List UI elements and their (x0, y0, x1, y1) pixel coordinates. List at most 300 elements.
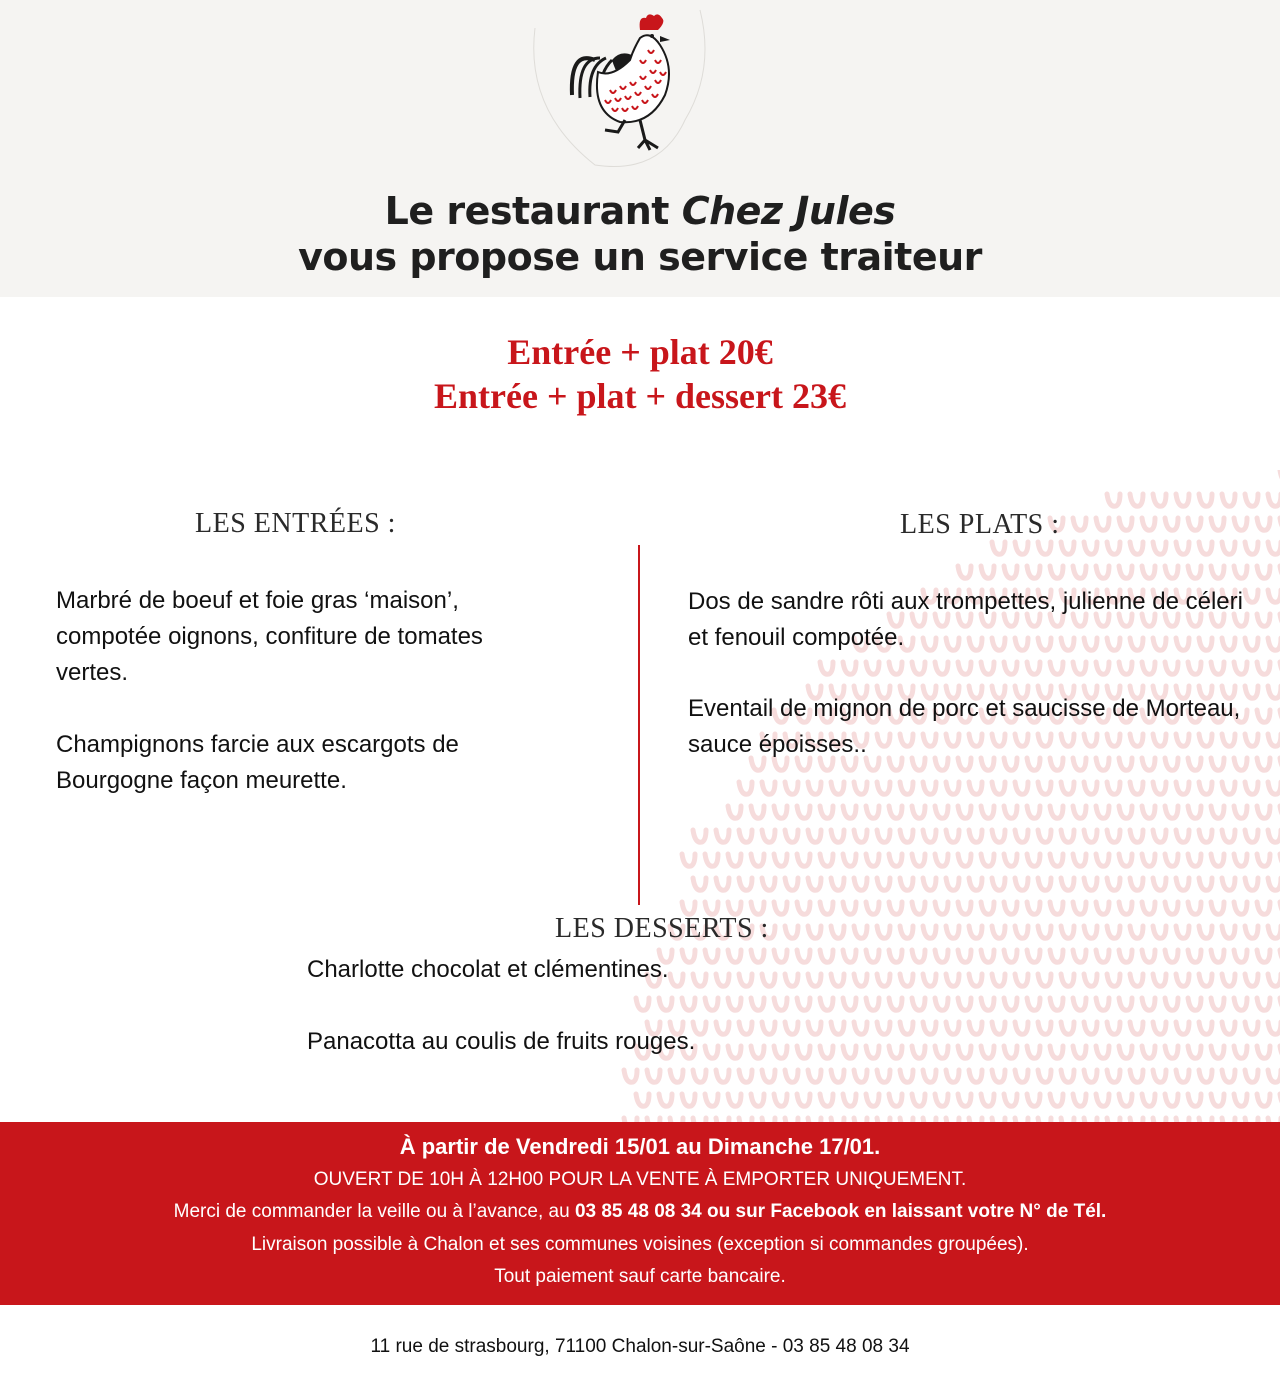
feather-mark (1176, 542, 1189, 554)
feather-mark (1165, 902, 1178, 914)
feather-mark (1268, 638, 1280, 650)
feather-mark (946, 1022, 959, 1034)
feather-mark (1142, 854, 1155, 866)
feather-mark (866, 902, 879, 914)
feather-mark (705, 1094, 718, 1106)
feather-mark (1176, 494, 1189, 506)
feather-mark (843, 902, 856, 914)
feather-mark (1211, 950, 1224, 962)
feather-mark (797, 854, 810, 866)
order-text: Merci de commander la veille ou à l’avance, au (173, 1201, 575, 1222)
feather-mark (877, 1070, 890, 1082)
feather-mark (1245, 1022, 1258, 1034)
feather-mark (1142, 662, 1155, 674)
feather-mark (958, 566, 971, 578)
feather-mark (843, 806, 856, 818)
feather-mark (1165, 1094, 1178, 1106)
feather-mark (1257, 806, 1270, 818)
feather-mark (946, 830, 959, 842)
feather-mark (912, 902, 925, 914)
delivery-info: Livraison possible à Chalon et ses communes voisines (exception si commandes groupées). (251, 1234, 1029, 1255)
feather-mark (1268, 542, 1280, 554)
feather-mark (1038, 926, 1051, 938)
feather-mark (969, 1022, 982, 1034)
feather-mark (1153, 542, 1166, 554)
feather-mark (820, 1094, 833, 1106)
feather-mark (682, 1094, 695, 1106)
feather-mark (739, 782, 752, 794)
feather-mark (1245, 782, 1258, 794)
header-banner (0, 0, 1280, 297)
feather-mark (1073, 518, 1086, 530)
feather-mark (1234, 854, 1247, 866)
feather-mark (785, 926, 798, 938)
feather-mark (1027, 998, 1040, 1010)
feather-mark (1142, 806, 1155, 818)
title-line2: vous propose un service traiteur (298, 235, 982, 279)
feather-mark (877, 926, 890, 938)
feather-mark (820, 902, 833, 914)
feather-mark (820, 998, 833, 1010)
feather-mark (992, 1022, 1005, 1034)
feather-mark (1038, 782, 1051, 794)
feather-mark (1188, 806, 1201, 818)
feather-mark (1027, 902, 1040, 914)
feather-mark (969, 782, 982, 794)
feather-mark (1061, 926, 1074, 938)
feather-mark (682, 854, 695, 866)
feather-mark (762, 878, 775, 890)
feather-mark (900, 926, 913, 938)
feather-mark (1084, 542, 1097, 554)
feather-mark (1222, 1070, 1235, 1082)
feather-mark (1050, 662, 1063, 674)
feather-mark (1188, 998, 1201, 1010)
feather-mark (1268, 590, 1280, 602)
feather-mark (1038, 542, 1051, 554)
feather-mark (935, 1046, 948, 1058)
feather-mark (1199, 878, 1212, 890)
feather-mark (831, 926, 844, 938)
feather-mark (1257, 950, 1270, 962)
feather-mark (889, 806, 902, 818)
feather-mark (1176, 1022, 1189, 1034)
feather-mark (1107, 782, 1120, 794)
feather-mark (1061, 542, 1074, 554)
feather-mark (1211, 566, 1224, 578)
feather-mark (889, 662, 902, 674)
feather-mark (1245, 830, 1258, 842)
feather-mark (1050, 566, 1063, 578)
feather-mark (1119, 662, 1132, 674)
feather-mark (1015, 926, 1028, 938)
feather-mark (1211, 854, 1224, 866)
feather-mark (1188, 902, 1201, 914)
feather-mark (728, 998, 741, 1010)
feather-mark (1142, 566, 1155, 578)
feather-mark (1038, 830, 1051, 842)
feather-mark (1050, 854, 1063, 866)
feather-mark (1153, 926, 1166, 938)
feather-mark (969, 830, 982, 842)
feather-mark (912, 1094, 925, 1106)
feather-mark (1222, 878, 1235, 890)
feather-mark (659, 1094, 672, 1106)
feather-mark (1188, 854, 1201, 866)
feather-mark (1245, 494, 1258, 506)
feather-mark (1107, 830, 1120, 842)
order-instructions (0, 1199, 1280, 1225)
feather-mark (1119, 854, 1132, 866)
feather-mark (866, 806, 879, 818)
feather-mark (1027, 566, 1040, 578)
feather-mark (808, 878, 821, 890)
restaurant-name: Chez Jules (681, 189, 896, 233)
feather-mark (1234, 998, 1247, 1010)
feather-mark (1188, 950, 1201, 962)
menu-item-entree: Marbré de boeuf et foie gras ‘maison’, compotée oignons, confiture de tomates vertes. (56, 587, 483, 686)
feather-mark (728, 854, 741, 866)
feather-mark (670, 1070, 683, 1082)
feather-mark (716, 830, 729, 842)
feather-mark (877, 782, 890, 794)
feather-mark (751, 854, 764, 866)
feather-mark (1119, 518, 1132, 530)
feather-mark (1222, 782, 1235, 794)
feather-mark (843, 998, 856, 1010)
opening-hours: OUVERT DE 10H À 12H00 POUR LA VENTE À EMPORTER UNIQUEMENT. (313, 1169, 967, 1190)
feather-mark (716, 878, 729, 890)
feather-mark (820, 662, 833, 674)
feather-mark (1234, 806, 1247, 818)
feather-mark (946, 926, 959, 938)
feather-mark (1073, 662, 1086, 674)
feather-mark (1061, 974, 1074, 986)
feather-mark (912, 662, 925, 674)
feather-mark (1234, 1094, 1247, 1106)
feather-mark (1119, 950, 1132, 962)
feather-mark (1153, 830, 1166, 842)
feather-mark (659, 998, 672, 1010)
feather-mark (935, 998, 948, 1010)
feather-mark (1096, 662, 1109, 674)
feather-mark (1199, 782, 1212, 794)
feather-mark (797, 902, 810, 914)
footer-address: 11 rue de strasbourg, 71100 Chalon-sur-Saône - 03 85 48 08 34 (370, 1336, 910, 1357)
feather-mark (762, 830, 775, 842)
feather-mark (1268, 830, 1280, 842)
feather-mark (1107, 878, 1120, 890)
feather-mark (774, 902, 787, 914)
feather-mark (808, 926, 821, 938)
feather-mark (1165, 950, 1178, 962)
feather-mark (693, 1070, 706, 1082)
feather-mark (923, 974, 936, 986)
feather-mark (1073, 806, 1086, 818)
feather-mark (1130, 974, 1143, 986)
feather-mark (900, 830, 913, 842)
feather-mark (1096, 1046, 1109, 1058)
feather-mark (1130, 542, 1143, 554)
feather-mark (1211, 998, 1224, 1010)
feather-mark (923, 782, 936, 794)
feather-mark (1061, 782, 1074, 794)
feather-mark (1107, 542, 1120, 554)
feather-mark (889, 1094, 902, 1106)
feather-mark (935, 1094, 948, 1106)
column-divider (638, 545, 640, 905)
menu-item-dessert: Charlotte chocolat et clémentines. (307, 956, 669, 983)
feather-mark (1096, 998, 1109, 1010)
feather-mark (958, 662, 971, 674)
feather-mark (843, 854, 856, 866)
feather-mark (1096, 806, 1109, 818)
feather-mark (1004, 950, 1017, 962)
feather-mark (1119, 1094, 1132, 1106)
feather-mark (774, 806, 787, 818)
feather-mark (831, 782, 844, 794)
feather-mark (992, 926, 1005, 938)
feather-mark (1130, 926, 1143, 938)
feather-mark (981, 902, 994, 914)
feather-mark (854, 926, 867, 938)
feather-mark (1119, 998, 1132, 1010)
feather-mark (958, 854, 971, 866)
feather-mark (958, 950, 971, 962)
feather-mark (992, 782, 1005, 794)
feather-mark (1176, 878, 1189, 890)
feather-mark (969, 926, 982, 938)
feather-mark (1050, 1046, 1063, 1058)
feather-mark (958, 1094, 971, 1106)
feather-mark (1096, 950, 1109, 962)
feather-mark (946, 878, 959, 890)
feather-mark (1199, 494, 1212, 506)
feather-mark (935, 854, 948, 866)
feather-mark (1222, 974, 1235, 986)
feather-mark (1061, 1070, 1074, 1082)
feather-mark (1073, 854, 1086, 866)
feather-mark (785, 878, 798, 890)
feather-mark (900, 878, 913, 890)
feather-mark (797, 806, 810, 818)
feather-mark (1234, 902, 1247, 914)
feather-mark (1096, 854, 1109, 866)
feather-mark (1268, 1070, 1280, 1082)
menu-item-plat: Dos de sandre rôti aux trompettes, julienne de céleri et fenouil compotée. (688, 588, 1243, 651)
feather-mark (1038, 1022, 1051, 1034)
order-phone: 03 85 48 08 34 ou sur Facebook en laissant votre N° de Tél. (574, 1201, 1107, 1222)
feather-mark (1107, 494, 1120, 506)
feather-mark (831, 830, 844, 842)
section-title-entrees: LES ENTRÉES : (195, 508, 396, 539)
feather-mark (1027, 662, 1040, 674)
feather-mark (981, 1046, 994, 1058)
feather-mark (1119, 806, 1132, 818)
page-title (0, 188, 1280, 280)
feather-mark (705, 998, 718, 1010)
feather-mark (854, 830, 867, 842)
feather-mark (1211, 806, 1224, 818)
feather-mark (866, 1094, 879, 1106)
section-title-desserts: LES DESSERTS : (555, 913, 769, 944)
feather-mark (843, 662, 856, 674)
feather-mark (854, 1070, 867, 1082)
feather-mark (762, 782, 775, 794)
feather-mark (1268, 1022, 1280, 1034)
feather-mark (1050, 998, 1063, 1010)
feather-mark (1004, 854, 1017, 866)
feather-mark (1199, 1070, 1212, 1082)
feather-mark (866, 854, 879, 866)
feather-mark (1257, 614, 1270, 626)
feather-mark (969, 974, 982, 986)
feather-mark (1084, 926, 1097, 938)
feather-mark (935, 662, 948, 674)
feather-mark (889, 902, 902, 914)
feather-mark (1257, 998, 1270, 1010)
feather-mark (866, 662, 879, 674)
feather-mark (992, 974, 1005, 986)
feather-mark (1211, 902, 1224, 914)
feather-mark (1176, 782, 1189, 794)
feather-mark (877, 878, 890, 890)
feather-mark (1165, 998, 1178, 1010)
feather-mark (1268, 686, 1280, 698)
feather-mark (1245, 974, 1258, 986)
feather-mark (1234, 518, 1247, 530)
feather-mark (1268, 782, 1280, 794)
feather-mark (1038, 878, 1051, 890)
feather-mark (1038, 1070, 1051, 1082)
feather-mark (1268, 926, 1280, 938)
feather-mark (1107, 1022, 1120, 1034)
feather-mark (1107, 974, 1120, 986)
feather-mark (1234, 950, 1247, 962)
feather-mark (1222, 542, 1235, 554)
feather-mark (831, 878, 844, 890)
feather-mark (1015, 878, 1028, 890)
feather-mark (1153, 1022, 1166, 1034)
feather-mark (1234, 662, 1247, 674)
feather-mark (1165, 854, 1178, 866)
feather-mark (923, 1022, 936, 1034)
info-band (0, 1122, 1280, 1305)
feather-mark (1165, 806, 1178, 818)
feather-mark (1004, 662, 1017, 674)
feather-mark (843, 1094, 856, 1106)
feather-mark (1257, 1094, 1270, 1106)
feather-mark (1073, 1094, 1086, 1106)
feather-mark (889, 854, 902, 866)
feather-mark (1096, 1094, 1109, 1106)
feather-mark (751, 806, 764, 818)
feather-mark (969, 1070, 982, 1082)
feather-mark (889, 998, 902, 1010)
feather-mark (1222, 926, 1235, 938)
feather-mark (1222, 1022, 1235, 1034)
feather-mark (1073, 566, 1086, 578)
feather-mark (751, 1094, 764, 1106)
feather-mark (946, 1070, 959, 1082)
menu-item-entree: Champignons farcie aux escargots de Bourgogne façon meurette. (56, 731, 459, 794)
feather-mark (1050, 1094, 1063, 1106)
feather-mark (1004, 566, 1017, 578)
feather-mark (1199, 1022, 1212, 1034)
feather-mark (1245, 542, 1258, 554)
price-formulas (0, 330, 1280, 418)
feather-mark (1015, 782, 1028, 794)
feather-mark (1027, 1046, 1040, 1058)
feather-mark (1142, 1094, 1155, 1106)
feather-mark (935, 950, 948, 962)
feather-mark (1027, 806, 1040, 818)
feather-mark (728, 1094, 741, 1106)
feather-mark (912, 950, 925, 962)
feather-mark (797, 998, 810, 1010)
feather-mark (877, 830, 890, 842)
feather-mark (854, 878, 867, 890)
feather-mark (1015, 830, 1028, 842)
feather-mark (1130, 1022, 1143, 1034)
feather-mark (912, 1046, 925, 1058)
feather-mark (808, 830, 821, 842)
feather-mark (1165, 518, 1178, 530)
feather-mark (1027, 1094, 1040, 1106)
feather-mark (1004, 1046, 1017, 1058)
feather-mark (958, 902, 971, 914)
feather-mark (981, 998, 994, 1010)
feather-mark (1096, 566, 1109, 578)
feather-mark (693, 830, 706, 842)
feather-mark (981, 566, 994, 578)
feather-mark (923, 926, 936, 938)
feather-mark (1004, 902, 1017, 914)
formula-entree-plat-dessert: Entrée + plat + dessert 23€ (434, 376, 846, 416)
feather-mark (1084, 1070, 1097, 1082)
feather-mark (1142, 998, 1155, 1010)
feather-mark (981, 950, 994, 962)
feather-mark (1142, 1046, 1155, 1058)
feather-mark (1211, 1046, 1224, 1058)
feather-mark (1257, 710, 1270, 722)
feather-mark (900, 782, 913, 794)
feather-mark (1142, 902, 1155, 914)
feather-mark (1268, 494, 1280, 506)
feather-mark (981, 854, 994, 866)
feather-mark (1130, 1070, 1143, 1082)
feather-mark (1038, 974, 1051, 986)
feather-mark (636, 998, 649, 1010)
feather-mark (1015, 542, 1028, 554)
feather-mark (1084, 1022, 1097, 1034)
feather-mark (958, 998, 971, 1010)
feather-mark (981, 1094, 994, 1106)
feather-mark (1061, 830, 1074, 842)
feather-mark (774, 854, 787, 866)
feather-mark (1084, 830, 1097, 842)
feather-mark (946, 974, 959, 986)
feather-mark (900, 1070, 913, 1082)
feather-mark (1130, 878, 1143, 890)
feather-mark (808, 1070, 821, 1082)
feather-mark (923, 878, 936, 890)
feather-mark (1257, 566, 1270, 578)
feather-mark (1153, 1070, 1166, 1082)
feather-mark (624, 1070, 637, 1082)
feather-mark (1050, 902, 1063, 914)
feather-mark (636, 1094, 649, 1106)
